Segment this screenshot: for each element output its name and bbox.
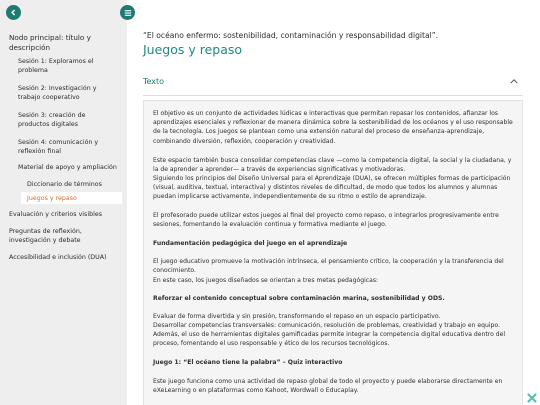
nav-item-sesion-4[interactable]: Sesión 4: comunicación y reflexión final bbox=[18, 139, 99, 155]
close-x-icon[interactable] bbox=[527, 393, 537, 403]
heading-juego-1: Juego 1: “El océano tiene la palabra” – Quiz interactivo bbox=[153, 359, 343, 366]
menu-icon bbox=[124, 9, 132, 17]
nav-item-sesion-1[interactable]: Sesión 1: Exploramos el problema bbox=[18, 58, 94, 74]
chevron-left-icon bbox=[10, 9, 17, 16]
heading-fundamentacion: Fundamentación pedagógica del juego en el aprendizaje bbox=[153, 240, 348, 247]
prev-page-button[interactable] bbox=[6, 5, 21, 20]
nav-item-sesion-3[interactable]: Sesión 3: creación de productos digitales bbox=[18, 112, 86, 128]
paragraph-juego-1: Este juego funciona como una actividad de repaso global de todo el proyecto y puede elaborarse directamente en eXeLearning o en plataformas como Kahoot, Wordwall o Educaplay. bbox=[153, 378, 503, 395]
heading-reforzar: Reforzar el contenido conceptual sobre contaminación marina, sostenibilidad y ODS. bbox=[153, 295, 445, 302]
sidebar bbox=[0, 0, 127, 405]
nav-item-sesion-2[interactable]: Sesión 2: Investigación y trabajo cooperativo bbox=[18, 85, 97, 101]
paragraph-dua: Siguiendo los principios del Diseño Universal para el Aprendizaje (DUA), se ofrecen múltiples formas de participación (visual, auditiva, textual, interactiva) y distintos niveles de dificultad, de modo que todos los alumnos y alumnas puedan implicarse activamente, independientemente de su ritmo o estilo de aprendizaje. bbox=[153, 175, 511, 201]
paragraph-desarrollar: Desarrollar competencias transversales: comunicación, resolución de problemas, creatividad y trabajo en equipo. Además, el uso de herramientas digitales gamificadas permite integrar la competencia digital educativa dentro del proceso, fomentando el uso responsable y ético de los recursos tecnológicos. bbox=[153, 322, 506, 348]
paragraph-evaluar: Evaluar de forma divertida y sin presión, transformando el repaso en un espacio participativo. bbox=[153, 313, 441, 320]
nav-item-home[interactable]: Nodo principal: título y descripción bbox=[9, 33, 91, 52]
section-toggle-label[interactable]: Texto bbox=[143, 77, 165, 86]
paragraph-metas: En este caso, los juegos diseñados se orientan a tres metas pedagógicas: bbox=[153, 277, 379, 284]
nav-item-material-apoyo[interactable]: Material de apoyo y ampliación bbox=[18, 164, 117, 171]
paragraph-motivacion: El juego educativo promueve la motivación intrínseca, el pensamiento crítico, la cooperación y la transferencia del conocimiento. bbox=[153, 258, 504, 275]
paragraph-profesorado: El profesorado puede utilizar estos juegos al final del proyecto como repaso, o integrarlos progresivamente entre sesiones, fomentando la evaluación continua y formativa mediante el juego. bbox=[153, 212, 499, 229]
nav-item-preguntas[interactable]: Preguntas de reflexión, investigación y debate bbox=[9, 228, 82, 244]
paragraph-competencias: Este espacio también busca consolidar competencias clave —como la competencia digital, la social y la ciudadana, y la de aprender a aprender— a través de experiencias significativas y motivadoras. bbox=[153, 157, 512, 174]
nav-item-evaluacion[interactable]: Evaluación y criterios visibles bbox=[9, 211, 102, 218]
paragraph-intro: El objetivo es un conjunto de actividades lúdicas e interactivas que permitan repasar los contenidos, afianzar los aprendizajes esenciales y reflexionar de manera dinámica sobre la sostenibilidad de los océanos y el uso responsable de la tecnología. Los juegos se plantean como una extensión natural del proceso de enseñanza-aprendizaje, combinando diversión, reflexión, cooperación y creatividad. bbox=[153, 110, 513, 145]
main-content bbox=[127, 0, 540, 405]
toggle-menu-button[interactable] bbox=[120, 5, 135, 20]
nav-item-juegos-repaso[interactable]: Juegos y repaso bbox=[27, 195, 77, 202]
section-divider bbox=[143, 95, 523, 96]
chevron-up-icon[interactable] bbox=[510, 78, 518, 84]
text-content-box bbox=[143, 100, 523, 405]
nav-item-accesibilidad[interactable]: Accesibilidad e inclusión (DUA) bbox=[9, 254, 107, 261]
nav-item-diccionario[interactable]: Diccionario de términos bbox=[27, 181, 102, 188]
project-quote: “El océano enfermo: sostenibilidad, contaminación y responsabilidad digital”. bbox=[143, 31, 439, 40]
page-title: Juegos y repaso bbox=[143, 42, 243, 57]
